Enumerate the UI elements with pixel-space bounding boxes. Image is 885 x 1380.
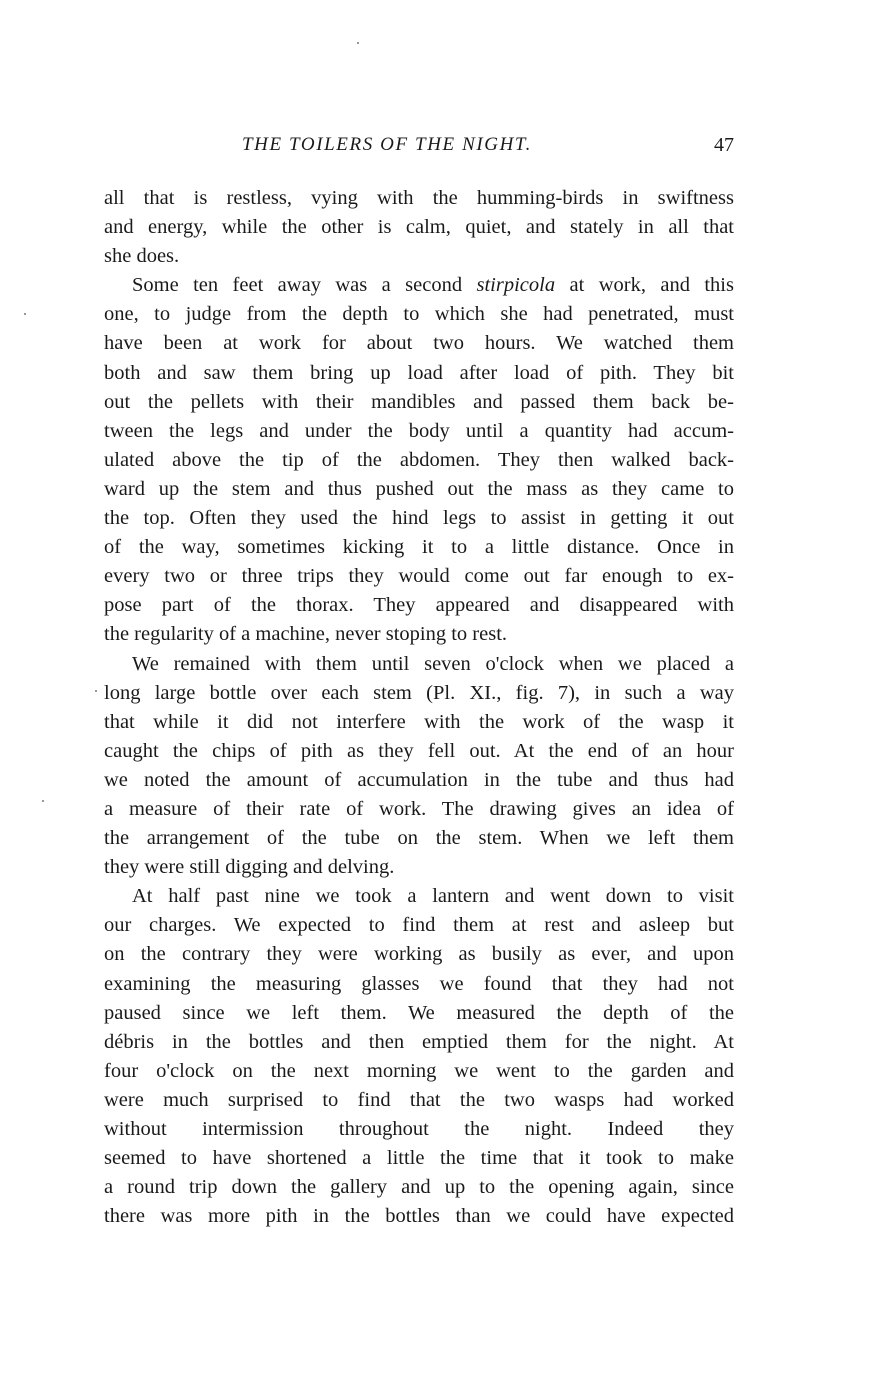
paper-speck bbox=[95, 690, 97, 692]
text-line: of the way, sometimes kicking it to a little distance. Once in bbox=[104, 536, 734, 559]
page-number: 47 bbox=[714, 134, 734, 156]
text-line: the arrangement of the tube on the stem. When we left them bbox=[104, 827, 734, 850]
text-line: all that is restless, vying with the humming-birds in swiftness bbox=[104, 187, 734, 209]
text-line: she does. bbox=[104, 245, 180, 268]
text-line: every two or three trips they would come out far enough to ex- bbox=[104, 565, 734, 588]
text-line: a round trip down the gallery and up to the opening again, since bbox=[104, 1176, 734, 1199]
text-line: one, to judge from the depth to which she had penetrated, must bbox=[104, 303, 734, 326]
text-line: the top. Often they used the hind legs to assist in getting it out bbox=[104, 507, 734, 530]
text-line: At half past nine we took a lantern and went down to visit bbox=[132, 885, 734, 908]
paper-speck bbox=[357, 42, 359, 44]
text-line-italic: Some ten feet away was a second stirpicola at work, and this bbox=[132, 274, 734, 297]
page-header bbox=[104, 134, 734, 162]
text-line: four o'clock on the next morning we went to the garden and bbox=[104, 1059, 734, 1082]
text-line: have been at work for about two hours. We watched them bbox=[104, 332, 734, 355]
body-text bbox=[104, 184, 734, 1231]
text-line: seemed to have shortened a little the time that it took to make bbox=[104, 1147, 734, 1170]
paper-speck bbox=[42, 800, 44, 802]
text-line: on the contrary they were working as busily as ever, and upon bbox=[104, 943, 734, 966]
text-line: they were still digging and delving. bbox=[104, 856, 395, 879]
text-line: our charges. We expected to find them at rest and asleep but bbox=[104, 914, 734, 937]
text-line: that while it did not interfere with the work of the wasp it bbox=[104, 710, 734, 733]
text-line: tween the legs and under the body until a quantity had accum- bbox=[104, 419, 734, 442]
running-title: THE TOILERS OF THE NIGHT. bbox=[242, 134, 533, 155]
text-line: ulated above the tip of the abdomen. They then walked back- bbox=[104, 448, 734, 471]
text-line: and energy, while the other is calm, quiet, and stately in all that bbox=[104, 216, 734, 239]
text-line: caught the chips of pith as they fell out. At the end of an hour bbox=[104, 739, 734, 762]
italic-term: stirpicola bbox=[476, 274, 556, 297]
text-line: débris in the bottles and then emptied them for the night. At bbox=[104, 1030, 734, 1053]
text-line: without intermission throughout the night. Indeed they bbox=[104, 1118, 734, 1140]
text-line: both and saw them bring up load after load of pith. They bit bbox=[104, 361, 734, 384]
text-line: we noted the amount of accumulation in the tube and thus had bbox=[104, 768, 734, 791]
text-line: long large bottle over each stem (Pl. XI., fig. 7), in such a way bbox=[104, 681, 734, 704]
text-line: a measure of their rate of work. The drawing gives an idea of bbox=[104, 797, 734, 820]
text-line: the regularity of a machine, never stoping to rest. bbox=[104, 623, 508, 646]
paper-speck bbox=[24, 313, 26, 315]
text-line: were much surprised to find that the two wasps had worked bbox=[104, 1088, 734, 1111]
text-line: out the pellets with their mandibles and passed them back be- bbox=[104, 390, 734, 413]
text-line: paused since we left them. We measured the depth of the bbox=[104, 1001, 734, 1024]
text-line: pose part of the thorax. They appeared and disappeared with bbox=[104, 594, 734, 617]
text-line: examining the measuring glasses we found that they had not bbox=[104, 972, 734, 995]
text-line: ward up the stem and thus pushed out the mass as they came to bbox=[104, 477, 734, 500]
text-line: there was more pith in the bottles than we could have expected bbox=[104, 1205, 734, 1228]
text-line: We remained with them until seven o'clock when we placed a bbox=[132, 652, 734, 675]
